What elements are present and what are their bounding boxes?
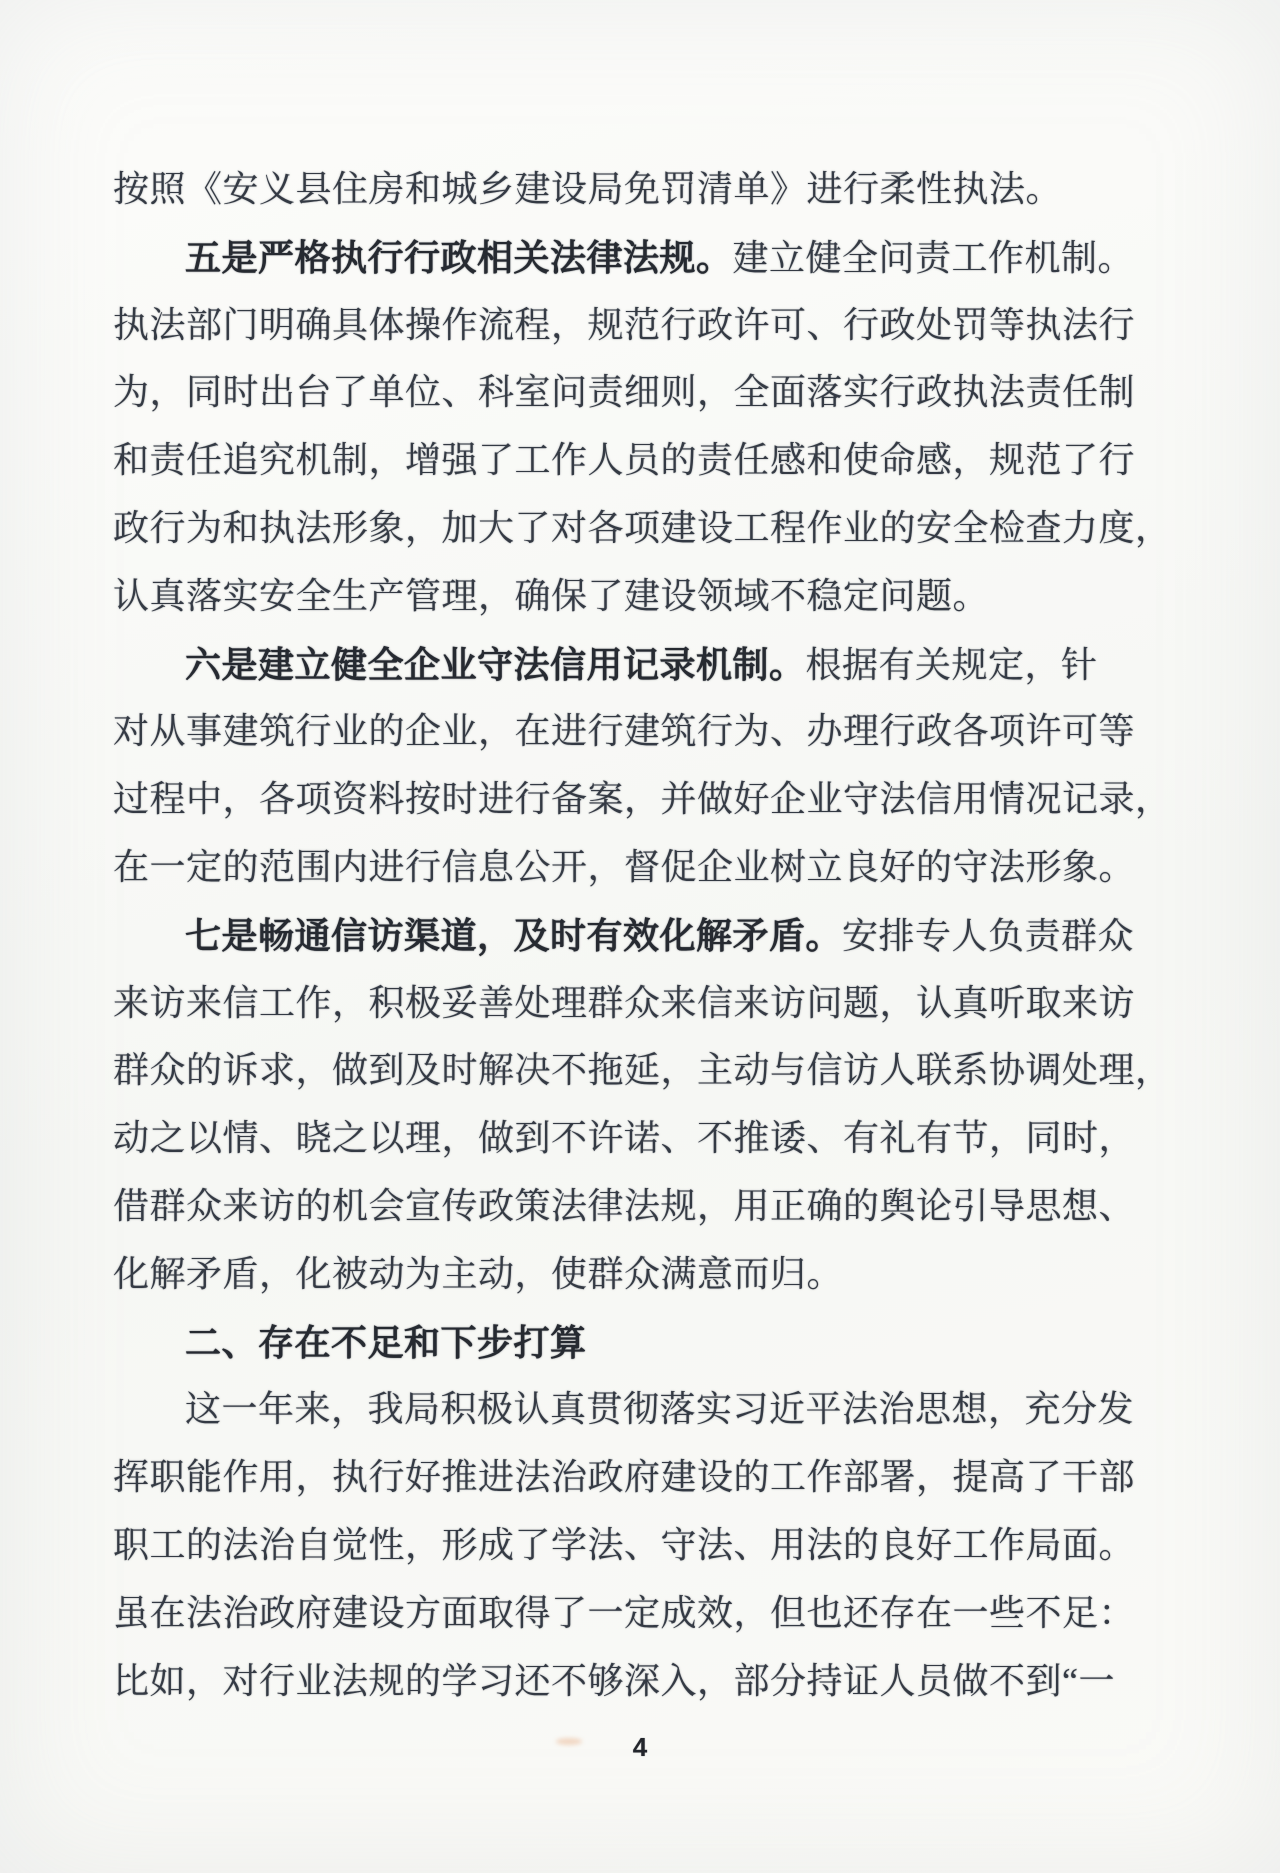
text-line xyxy=(113,970,1173,1038)
text-segment: 虽在法治政府建设方面取得了一定成效，但也还存在一些不足： xyxy=(113,1592,1136,1633)
text-segment: 为，同时出台了单位、科室问责细则，全面落实行政执法责任制 xyxy=(113,372,1136,413)
text-line xyxy=(113,1037,1173,1105)
text-segment: 这一年来，我局积极认真贯彻落实习近平法治思想，充分发 xyxy=(185,1389,1135,1430)
text-line xyxy=(113,1444,1173,1512)
text-segment: 挥职能作用，执行好推进法治政府建设的工作部署，提高了干部 xyxy=(113,1457,1136,1498)
text-line xyxy=(113,563,1173,631)
text-line xyxy=(113,1580,1173,1648)
text-line xyxy=(113,359,1173,427)
text-line xyxy=(113,495,1173,563)
text-line xyxy=(113,427,1173,495)
document-body xyxy=(113,156,1173,1715)
bold-text-segment: 七是畅通信访渠道，及时有效化解矛盾。 xyxy=(185,914,843,956)
text-segment: 按照《安义县住房和城乡建设局免罚清单》进行柔性执法。 xyxy=(113,169,1063,209)
bold-text-segment: 二、存在不足和下步打算 xyxy=(185,1321,587,1363)
text-line xyxy=(113,834,1173,902)
text-segment: 执法部门明确具体操作流程，规范行政许可、行政处罚等执法行 xyxy=(113,304,1136,345)
text-segment: 借群众来访的机会宣传政策法律法规，用正确的舆论引导思想、 xyxy=(113,1185,1136,1226)
text-line xyxy=(113,766,1173,834)
text-segment: 来访来信工作，积极妥善处理群众来信来访问题，认真听取来访 xyxy=(113,982,1136,1023)
page-number: 4 xyxy=(632,1732,648,1762)
text-segment: 在一定的范围内进行信息公开，督促企业树立良好的守法形象。 xyxy=(113,846,1136,887)
text-line xyxy=(113,1512,1173,1580)
text-line xyxy=(113,224,1173,292)
text-line xyxy=(113,156,1173,224)
text-segment: 群众的诉求，做到及时解决不拖延，主动与信访人联系协调处理， xyxy=(113,1050,1172,1091)
text-segment: 和责任追究机制，增强了工作人员的责任感和使命感，规范了行 xyxy=(113,440,1136,481)
text-segment: 动之以情、晓之以理，做到不许诺、不推诿、有礼有节，同时， xyxy=(113,1118,1136,1159)
text-segment: 安排专人负责群众 xyxy=(842,915,1135,956)
text-line xyxy=(113,631,1173,699)
bold-text-segment: 五是严格执行行政相关法律法规。 xyxy=(185,236,733,278)
text-line xyxy=(113,1241,1173,1309)
text-segment: 认真落实安全生产管理，确保了建设领域不稳定问题。 xyxy=(113,575,990,616)
bold-text-segment: 六是建立健全企业守法信用记录机制。 xyxy=(185,643,806,685)
text-line xyxy=(113,292,1173,360)
text-line xyxy=(113,1376,1173,1444)
text-line xyxy=(113,1648,1173,1716)
text-segment: 职工的法治自觉性，形成了学法、守法、用法的良好工作局面。 xyxy=(113,1524,1136,1565)
text-segment: 过程中，各项资料按时进行备案，并做好企业守法信用情况记录， xyxy=(113,779,1172,820)
text-line xyxy=(113,1105,1173,1173)
text-line xyxy=(113,902,1173,970)
text-line xyxy=(113,1309,1173,1377)
text-line xyxy=(113,1173,1173,1241)
text-segment: 对从事建筑行业的企业，在进行建筑行为、办理行政各项许可等 xyxy=(113,711,1136,752)
text-segment: 比如，对行业法规的学习还不够深入，部分持证人员做不到“一 xyxy=(113,1660,1115,1701)
text-segment: 政行为和执法形象，加大了对各项建设工程作业的安全检查力度， xyxy=(113,507,1172,548)
text-segment: 化解矛盾，化被动为主动，使群众满意而归。 xyxy=(113,1253,844,1294)
text-segment: 建立健全问责工作机制。 xyxy=(732,237,1135,278)
text-line xyxy=(113,698,1173,766)
text-segment: 根据有关规定，针 xyxy=(805,644,1098,685)
